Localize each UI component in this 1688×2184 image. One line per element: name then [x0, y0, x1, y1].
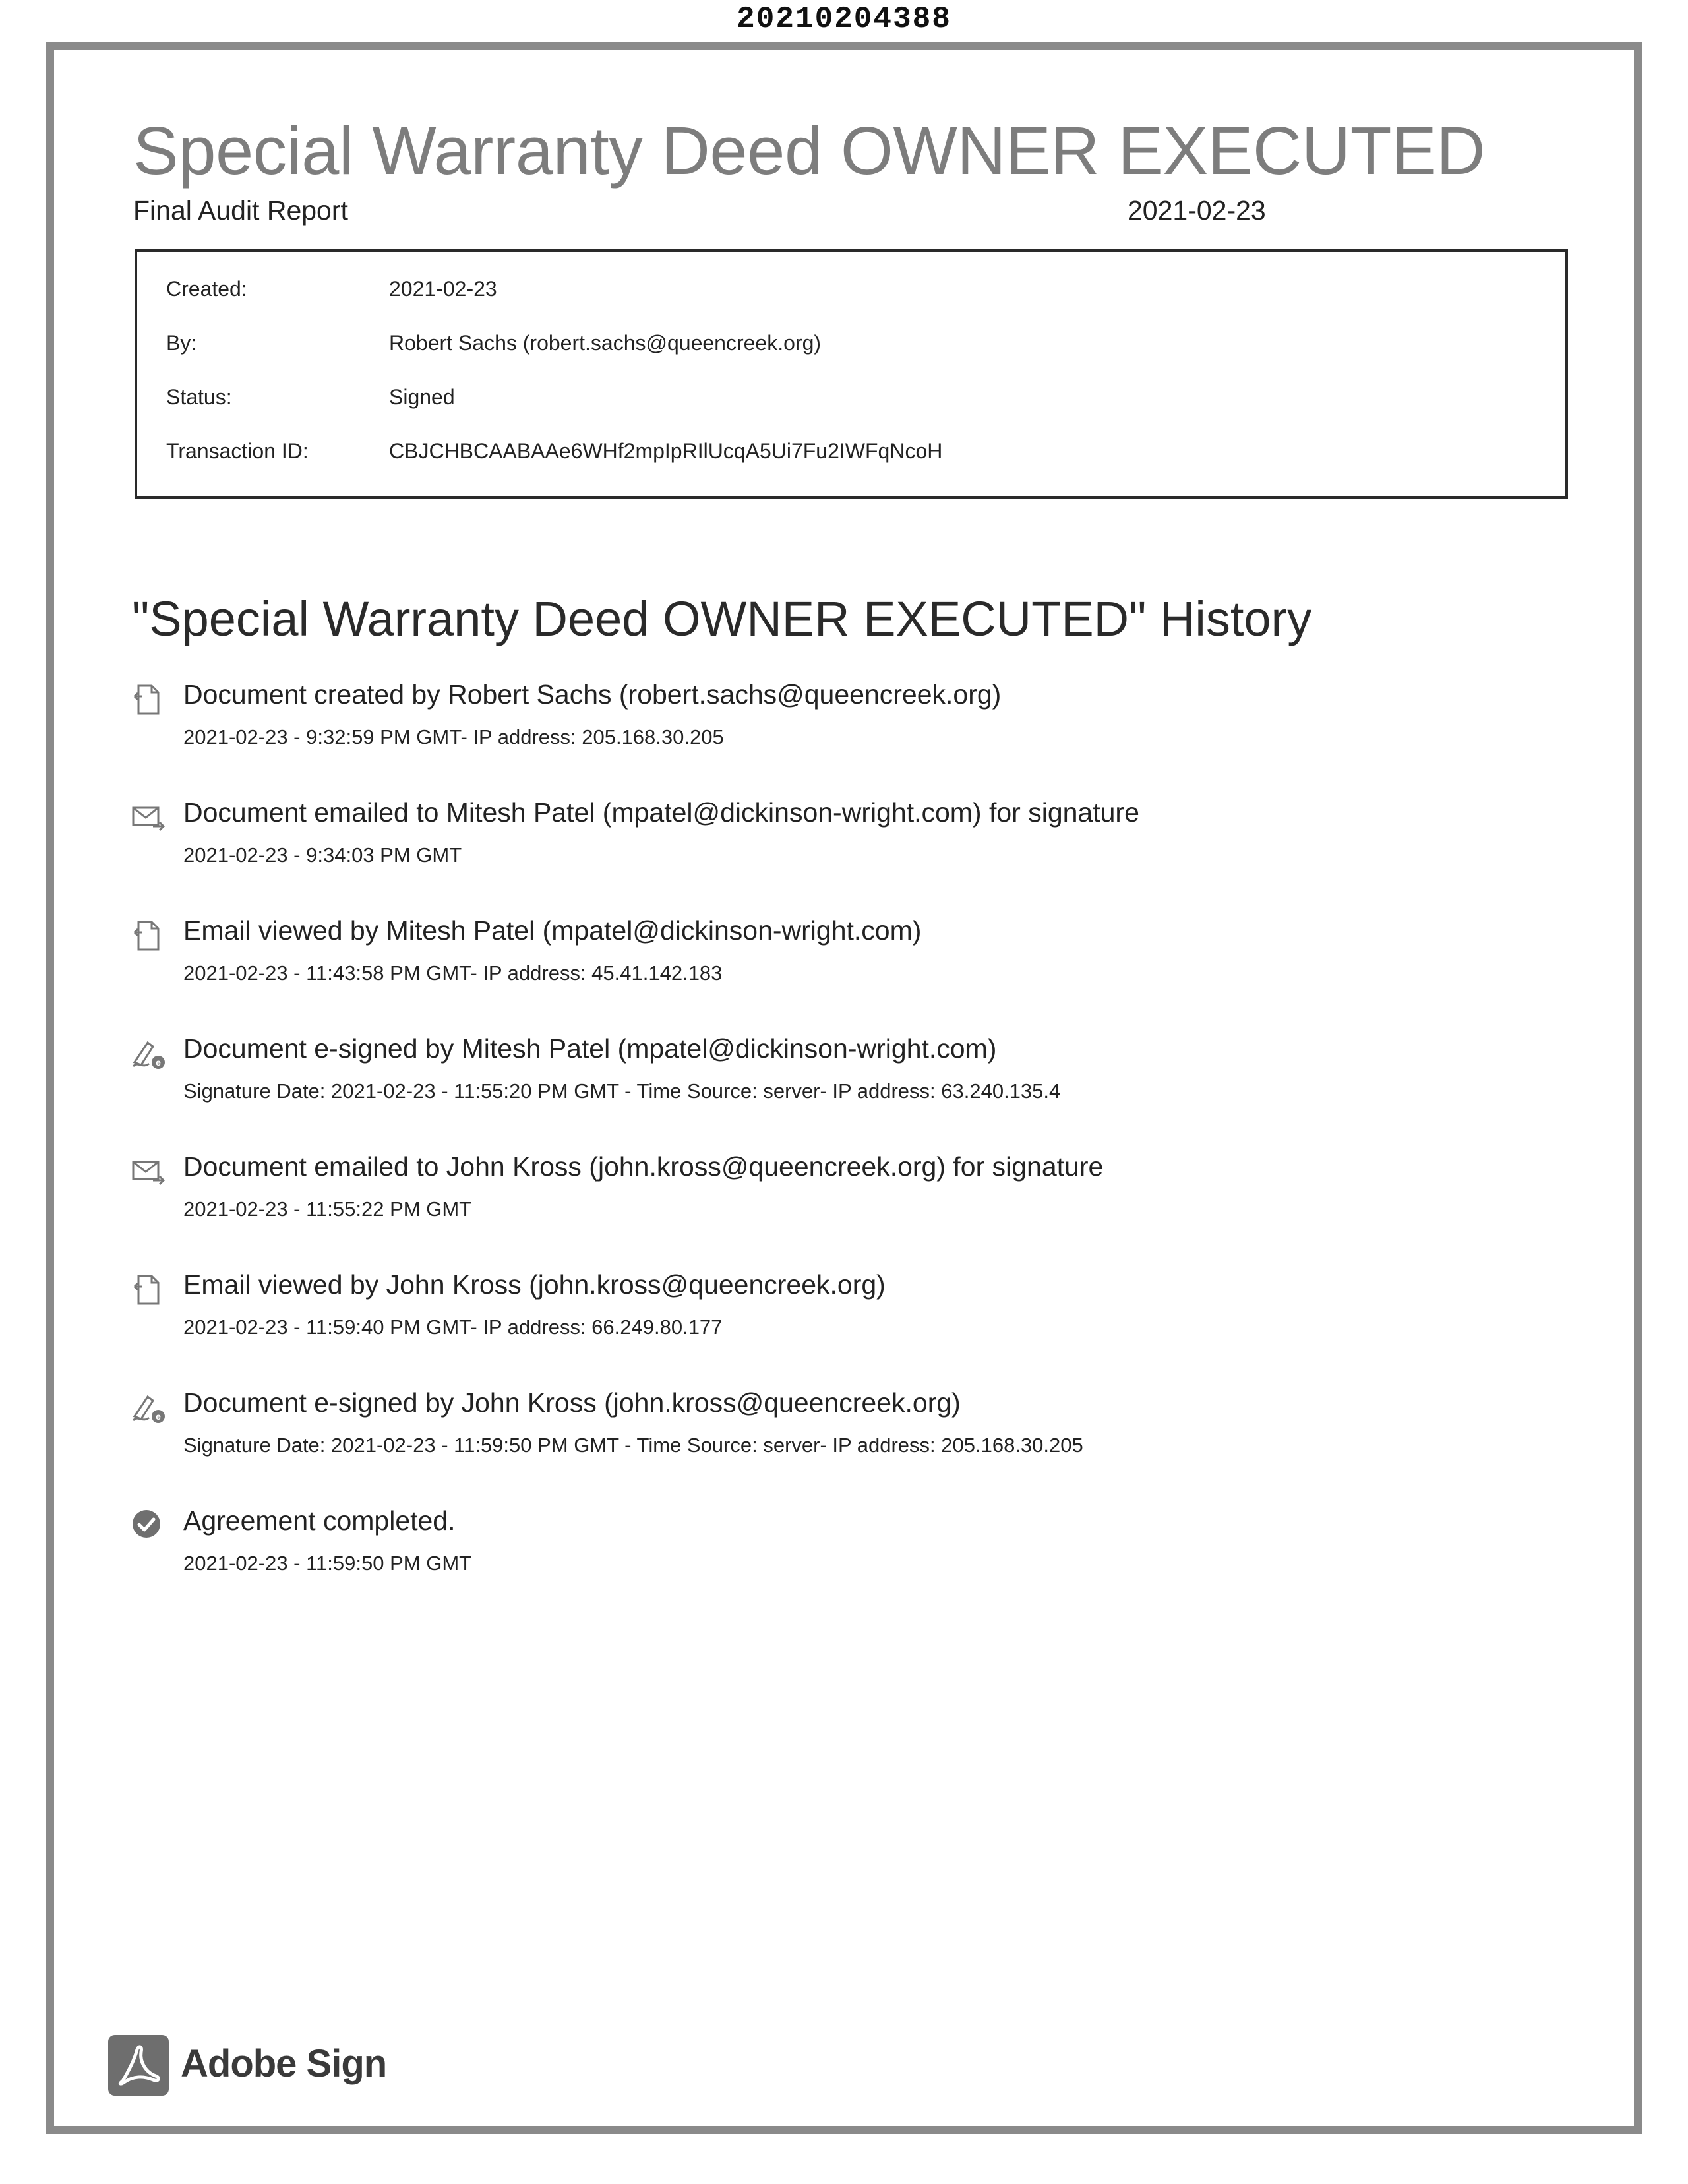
- history-event: [131, 1033, 1581, 1112]
- event-details: 2021-02-23 - 11:55:22 PM GMT: [183, 1198, 472, 1221]
- summary-value: CBJCHBCAABAAe6WHf2mpIpRIlUcqA5Ui7Fu2IWFqNcoH: [389, 439, 943, 463]
- adobe-acrobat-icon: [108, 2035, 169, 2096]
- report-date: 2021-02-23: [1128, 195, 1266, 226]
- event-description: Document e-signed by Mitesh Patel (mpatel@dickinson-wright.com): [183, 1033, 997, 1064]
- check-circle-icon: [131, 1508, 166, 1544]
- brand-name: Adobe Sign: [181, 2042, 387, 2085]
- event-description: Agreement completed.: [183, 1505, 456, 1536]
- history-event: [131, 915, 1581, 994]
- summary-label: Status:: [166, 385, 232, 409]
- recording-number: 20210204388: [737, 2, 951, 36]
- email-viewed-icon: [131, 1272, 166, 1308]
- history-event: [131, 1387, 1581, 1467]
- email-sent-icon: [131, 800, 166, 835]
- event-description: Document e-signed by John Kross (john.kross@queencreek.org): [183, 1387, 961, 1418]
- document-created-icon: [131, 682, 166, 717]
- history-title: "Special Warranty Deed OWNER EXECUTED" History: [132, 592, 1312, 646]
- event-description: Document created by Robert Sachs (robert.sachs@queencreek.org): [183, 679, 1002, 710]
- document-title: Special Warranty Deed OWNER EXECUTED: [133, 113, 1486, 189]
- event-description: Document emailed to Mitesh Patel (mpatel@dickinson-wright.com) for signature: [183, 797, 1139, 828]
- event-details: 2021-02-23 - 9:34:03 PM GMT: [183, 843, 462, 866]
- svg-text:e: e: [156, 1411, 161, 1422]
- event-details: 2021-02-23 - 11:59:40 PM GMT- IP address: 66.249.80.177: [183, 1316, 723, 1339]
- esign-icon: [131, 1390, 166, 1426]
- email-viewed-icon: [131, 918, 166, 954]
- history-event: [131, 1505, 1581, 1585]
- summary-value: Signed: [389, 385, 455, 409]
- history-event: [131, 679, 1581, 758]
- email-sent-icon: [131, 1154, 166, 1190]
- event-details: 2021-02-23 - 9:32:59 PM GMT- IP address: 205.168.30.205: [183, 725, 724, 748]
- event-details: Signature Date: 2021-02-23 - 11:55:20 PM GMT - Time Source: server- IP address: 63.240.135.4: [183, 1079, 1061, 1103]
- event-description: Email viewed by John Kross (john.kross@queencreek.org): [183, 1269, 886, 1300]
- summary-box: [135, 249, 1568, 499]
- svg-text:e: e: [156, 1057, 161, 1068]
- history-event: [131, 1151, 1581, 1230]
- summary-value: Robert Sachs (robert.sachs@queencreek.org): [389, 331, 822, 355]
- event-details: 2021-02-23 - 11:43:58 PM GMT- IP address: 45.41.142.183: [183, 961, 723, 985]
- history-event: [131, 797, 1581, 876]
- event-description: Document emailed to John Kross (john.kross@queencreek.org) for signature: [183, 1151, 1104, 1182]
- summary-label: Transaction ID:: [166, 439, 309, 463]
- event-description: Email viewed by Mitesh Patel (mpatel@dickinson-wright.com): [183, 915, 922, 946]
- report-label: Final Audit Report: [133, 195, 348, 226]
- event-details: 2021-02-23 - 11:59:50 PM GMT: [183, 1552, 472, 1575]
- history-event: [131, 1269, 1581, 1349]
- event-details: Signature Date: 2021-02-23 - 11:59:50 PM GMT - Time Source: server- IP address: 205.168.30.205: [183, 1434, 1083, 1457]
- esign-icon: [131, 1036, 166, 1072]
- summary-label: Created:: [166, 277, 247, 301]
- summary-label: By:: [166, 331, 197, 355]
- summary-value: 2021-02-23: [389, 277, 497, 301]
